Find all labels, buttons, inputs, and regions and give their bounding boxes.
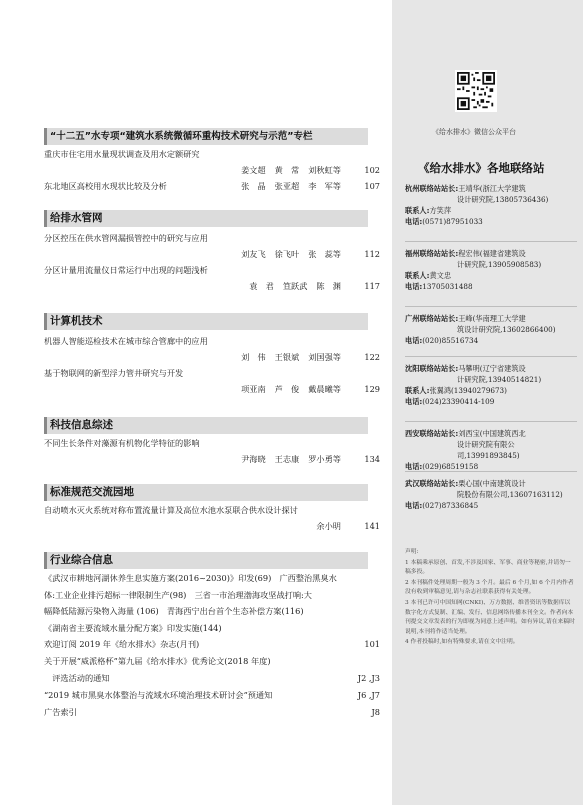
author-name: 芦 俊 <box>274 384 300 394</box>
station-head-text: 马攀明(辽宁省建筑设 <box>458 364 526 373</box>
phone-number: (020)85516734 <box>422 336 479 345</box>
article-title: 基于物联网的新型浮力管井研究与开发 <box>44 368 184 378</box>
industry-news-line: 幅降低陆源污染物入海量 (106) 青海西宁出台首个生态补偿方案(116) <box>44 606 304 616</box>
page-number: 134 <box>364 454 380 464</box>
author-name: 姜文超 <box>241 165 266 175</box>
page-number: 102 <box>364 165 380 175</box>
page-number: 117 <box>364 281 380 291</box>
station-phone <box>405 396 577 407</box>
station-head-text: 王靖华(浙江大学建筑 <box>458 184 526 193</box>
phone-number: (029)68519158 <box>422 462 479 471</box>
phone-label: 电话: <box>405 501 423 510</box>
contact-label: 联系人: <box>405 271 430 280</box>
page-number: 129 <box>364 384 380 394</box>
industry-news-line: 《湖南省主要流域水量分配方案》印发实施(144) <box>44 622 222 633</box>
station-divider <box>405 471 577 472</box>
section-header: 科技信息综述 <box>44 417 368 434</box>
notice-paragraph: 声明: <box>405 549 419 555</box>
page-number: J8 <box>371 707 380 717</box>
article-title: 自动喷水灭火系统对称布置流量计算及高位水池水泵联合供水设计探讨 <box>44 505 298 515</box>
author-name: 张 蕊等 <box>308 249 341 259</box>
contact-name: 方笑萍 <box>429 206 452 215</box>
section-header: “十二五”水专项“建筑水系统微循环重构技术研究与示范”专栏 <box>44 128 368 145</box>
station-head-line <box>405 478 577 489</box>
liaison-station <box>405 478 577 511</box>
station-head-line <box>405 183 577 194</box>
page-number: 107 <box>364 181 380 191</box>
author-name: 刘国强等 <box>308 352 341 362</box>
author-name: 刘友飞 <box>241 249 266 259</box>
author-name: 王志康 <box>274 454 300 464</box>
section-header: 标准规范交流园地 <box>44 484 368 501</box>
phone-number: (0571)87951033 <box>422 217 483 226</box>
station-head-label: 福州联络站站长: <box>405 249 459 258</box>
author-name: 尹海晓 <box>241 454 266 464</box>
contact-name: 黄文忠 <box>429 271 452 280</box>
page-number: J6 ,J7 <box>357 690 380 700</box>
station-divider <box>405 241 577 242</box>
station-phone <box>405 500 577 511</box>
station-contact <box>405 205 577 216</box>
station-head-line <box>405 428 577 439</box>
article-authors <box>241 180 350 192</box>
author-name: 罗小勇等 <box>308 454 341 464</box>
notice-paragraph: 4 作者投稿时,如有特殊要求,请在文中注明。 <box>405 639 519 646</box>
author-name: 王银斌 <box>274 352 300 362</box>
station-head-label: 杭州联络站站长: <box>405 184 459 193</box>
article-title: 东北地区高校用水现状比较及分析 <box>44 181 167 191</box>
phone-label: 电话: <box>405 397 423 406</box>
notice-paragraph: 2 本刊稿件处理周期一般为 3 个月。最后 6 个月,如 6 个月内作者没有收到审稿意见,请与杂志社联系获得有关处理。 <box>405 579 574 596</box>
station-head-cont: 筑设计研究院,13602866400) <box>457 325 556 334</box>
section-header: 给排水管网 <box>44 210 368 227</box>
section-header: 计算机技术 <box>44 313 368 330</box>
author-name: 徐飞叶 <box>274 249 300 259</box>
station-head-cont: 设计研究院,13805736436) <box>457 195 549 204</box>
station-head-label: 沈阳联络站站长: <box>405 364 459 373</box>
article-title: 分区计量用流量仪日常运行中出现的问题浅析 <box>44 265 208 275</box>
author-name: 项亚南 <box>241 384 266 394</box>
industry-item: 评选活动的通知 <box>44 673 110 683</box>
article-authors <box>249 280 350 292</box>
station-phone <box>405 216 577 227</box>
liaison-station <box>405 183 577 227</box>
section-header: 行业综合信息 <box>44 552 368 569</box>
industry-news-line: 《武汉市耕地河湖休养生息实施方案(2016~2030)》印发(69) 广西整治黑臭水 <box>44 573 337 583</box>
author-name: 陈 渊 <box>316 281 341 291</box>
station-head-line <box>405 363 577 374</box>
liaison-station <box>405 428 577 472</box>
qr-caption: 《给水排水》微信公众平台 <box>432 128 516 136</box>
author-name: 刘秋虹等 <box>308 165 341 175</box>
article-authors <box>241 351 350 363</box>
contact-label: 联系人: <box>405 206 430 215</box>
contact-name: 张翼鸿(13940279673) <box>429 386 507 395</box>
page-number: 141 <box>364 521 380 531</box>
station-head-line <box>405 248 577 259</box>
liaison-station <box>405 313 577 346</box>
station-head-cont: 院股份有限公司,13607163112) <box>457 490 563 499</box>
article-authors <box>241 453 350 465</box>
phone-number: (024)23390414-109 <box>422 397 495 406</box>
notice-paragraph: 3 本刊已许可中国知网(CNKI)、万方数据、维普资讯等数据库以数字化方式复制、汇编、发行、信息网络传播本刊全文。作者向本刊提交文章发表的行为即视为同意上述声明。如有异议,请在来稿时说明,本刊将作适当处理。 <box>405 599 575 635</box>
qr-code-icon <box>457 72 495 110</box>
station-head-text: 栗心国(中南建筑设计 <box>458 479 526 488</box>
phone-label: 电话: <box>405 462 423 471</box>
station-head-label: 西安联络站站长: <box>405 429 459 438</box>
author-name: 李 军等 <box>308 181 341 191</box>
contact-label: 联系人: <box>405 386 430 395</box>
industry-item: 广告索引 <box>44 707 77 717</box>
station-head-text: 刘西宝(中国建筑西北 <box>458 429 526 438</box>
industry-item: 关于开展“威派格杯”第九届《给水排水》优秀论文(2018 年度) <box>44 656 271 666</box>
station-divider <box>405 306 577 307</box>
liaison-station <box>405 248 577 292</box>
phone-label: 电话: <box>405 282 423 291</box>
author-name: 张亚超 <box>274 181 300 191</box>
author-name: 张 晶 <box>241 181 266 191</box>
article-title: 重庆市住宅用水量现状调查及用水定额研究 <box>44 149 200 159</box>
station-head-text: 程宏伟(福建省建筑设 <box>458 249 526 258</box>
article-authors <box>241 383 350 395</box>
article-title: 分区控压在供水管网漏损管控中的研究与应用 <box>44 233 208 243</box>
article-title: 不同生长条件对藻源有机物化学特征的影响 <box>44 438 200 448</box>
station-head-label: 广州联络站站长: <box>405 314 459 323</box>
phone-label: 电话: <box>405 217 423 226</box>
article-title: 机器人智能巡检技术在城市综合管廊中的应用 <box>44 336 208 346</box>
station-contact <box>405 270 577 281</box>
author-name: 戴晨曦等 <box>308 384 341 394</box>
station-phone <box>405 335 577 346</box>
sidebar-title: 《给水排水》各地联络站 <box>418 161 545 175</box>
article-authors <box>241 248 350 260</box>
page-number: 112 <box>364 249 380 259</box>
author-name: 刘 伟 <box>241 352 266 362</box>
industry-item: 欢迎订阅 2019 年《给水排水》杂志(月刊) <box>44 639 200 649</box>
article-authors <box>241 164 350 176</box>
page-number: 101 <box>364 639 380 649</box>
station-divider <box>405 421 577 422</box>
station-divider <box>405 356 577 357</box>
liaison-station <box>405 363 577 407</box>
station-contact <box>405 385 577 396</box>
station-head-label: 武汉联络站站长: <box>405 479 459 488</box>
page-number: J2 ,J3 <box>357 673 380 683</box>
qr-code <box>455 70 497 112</box>
sidebar <box>392 0 583 805</box>
notice-paragraph: 1 本稿乘承原创、首发,不涉及国家、军事、商业等秘密,并请勿一稿多投。 <box>405 559 571 576</box>
phone-label: 电话: <box>405 336 423 345</box>
station-head-text: 王峰(华南理工大学建 <box>458 314 526 323</box>
page-number: 122 <box>364 352 380 362</box>
phone-number: 13705031488 <box>422 282 473 291</box>
station-head-line <box>405 313 577 324</box>
phone-number: (027)87336845 <box>422 501 479 510</box>
notice-block <box>405 548 575 649</box>
station-head-cont: 计研究院,13940514821) <box>457 375 542 384</box>
station-phone <box>405 281 577 292</box>
author-name: 黄 常 <box>274 165 300 175</box>
station-head-cont: 计研究院,13905908583) <box>457 260 542 269</box>
industry-item: “2019 城市黑臭水体整治与流域水环境治理技术研讨会”预通知 <box>44 690 273 700</box>
author-name: 余小明 <box>316 521 341 531</box>
industry-news-line: 体:工业企业排污超标一律限制生产(98) 三省一市治理渤海攻坚战打响:大 <box>44 589 312 600</box>
station-head-cont: 设计研究院有限公司,13991893845) <box>457 440 520 460</box>
article-authors <box>316 520 350 532</box>
author-name: 袁 君 <box>249 281 274 291</box>
author-name: 笪跃武 <box>282 281 308 291</box>
